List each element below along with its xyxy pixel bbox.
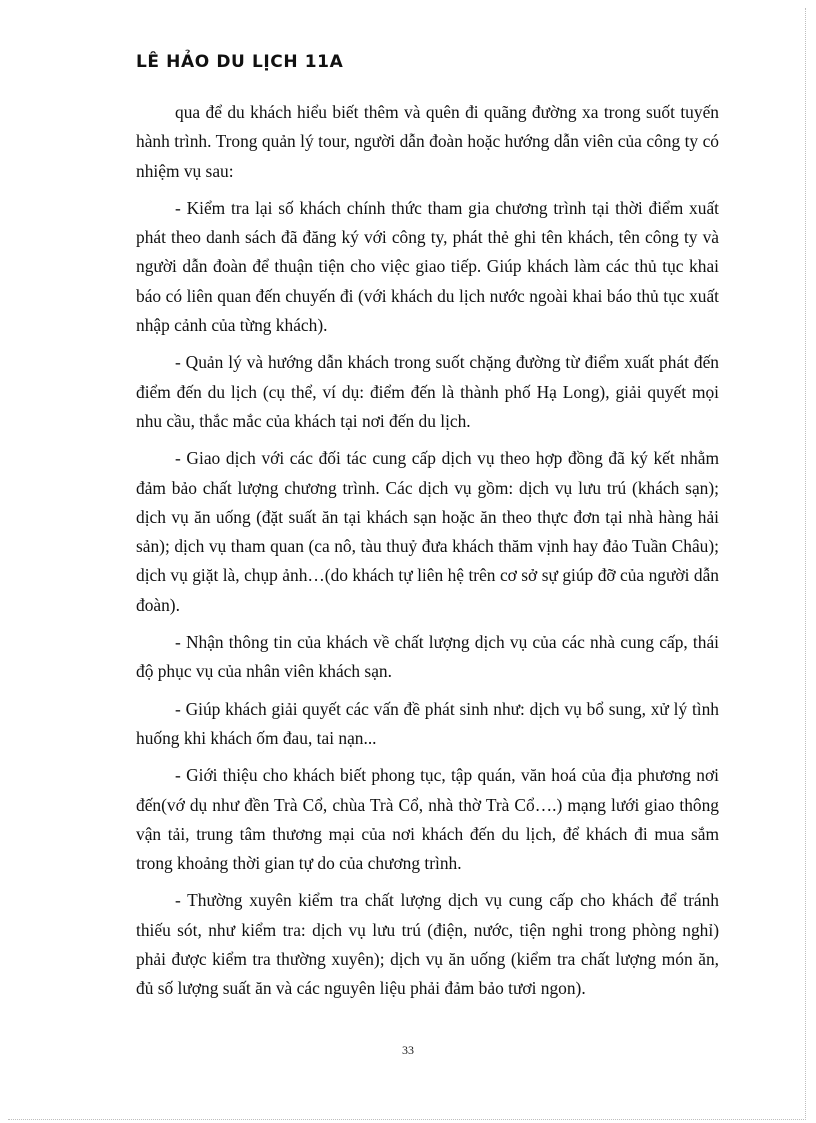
paragraph-feedback: - Nhận thông tin của khách về chất lượng dịch vụ của các nhà cung cấp, thái độ phục vụ của nhân viên khách sạn. <box>136 632 719 682</box>
paragraph-quality-check: - Thường xuyên kiểm tra chất lượng dịch vụ cung cấp cho khách để tránh thiếu sót, như kiểm tra: dịch vụ lưu trú (điện, nước, tiện nghi trong phòng nghỉ) phải được kiểm tra thường xuyên); dịch vụ ăn uống (kiểm tra chất lượng món ăn, đủ số lượng suất ăn và các nguyên liệu phải đảm bảo tươi ngon). <box>136 890 719 999</box>
paragraph-introduce-culture: - Giới thiệu cho khách biết phong tục, tập quán, văn hoá của địa phương nơi đến(vớ dụ như đền Trà Cổ, chùa Trà Cổ, nhà thờ Trà Cổ….) mạng lưới giao thông vận tải, trung tâm thương mại của nơi khách đến du lịch, để khách đi mua sắm trong khoảng thời gian tự do của chương trình. <box>136 765 719 874</box>
paragraph-issues: - Giúp khách giải quyết các vấn đề phát sinh như: dịch vụ bổ sung, xử lý tình huống khi khách ốm đau, tai nạn... <box>136 698 719 748</box>
paragraph-check-guests: - Kiểm tra lại số khách chính thức tham gia chương trình tại thời điểm xuất phát theo danh sách đã đăng ký với công ty, phát thẻ ghi tên khách, tên công ty và người dẫn đoàn để thuận tiện cho việc giao tiếp. Giúp khách làm các thủ tục khai báo có liên quan đến chuyến đi (với khách du lịch nước ngoài khai báo thủ tục xuất nhập cảnh của từng khách). <box>136 197 719 336</box>
document-body <box>136 98 719 1012</box>
paragraph-partner-services: - Giao dịch với các đối tác cung cấp dịch vụ theo hợp đồng đã ký kết nhằm đảm bảo chất lượng chương trình. Các dịch vụ gồm: dịch vụ lưu trú (khách sạn); dịch vụ ăn uống (đặt suất ăn tại khách sạn hoặc ăn theo thực đơn tại nhà hàng hải sản); dịch vụ tham quan (ca nô, tàu thuỷ đưa khách thăm vịnh hay đảo Tuần Châu); dịch vụ giặt là, chụp ảnh…(do khách tự liên hệ trên cơ sở sự giúp đỡ của người dẫn đoàn). <box>136 448 719 615</box>
paragraph-intro: qua để du khách hiểu biết thêm và quên đi quãng đường xa trong suốt tuyến hành trình. Trong quản lý tour, người dẫn đoàn hoặc hướng dẫn viên của công ty có nhiệm vụ sau: <box>136 102 719 181</box>
page-number: 33 <box>402 1043 414 1057</box>
running-header: LÊ HẢO DU LỊCH 11A <box>136 52 344 72</box>
paragraph-manage-guide: - Quản lý và hướng dẫn khách trong suốt chặng đường từ điểm xuất phát đến điểm đến du lịch (cụ thể, ví dụ: điểm đến là thành phố Hạ Long), giải quyết mọi nhu cầu, thắc mắc của khách tại nơi đến du lịch. <box>136 352 719 431</box>
